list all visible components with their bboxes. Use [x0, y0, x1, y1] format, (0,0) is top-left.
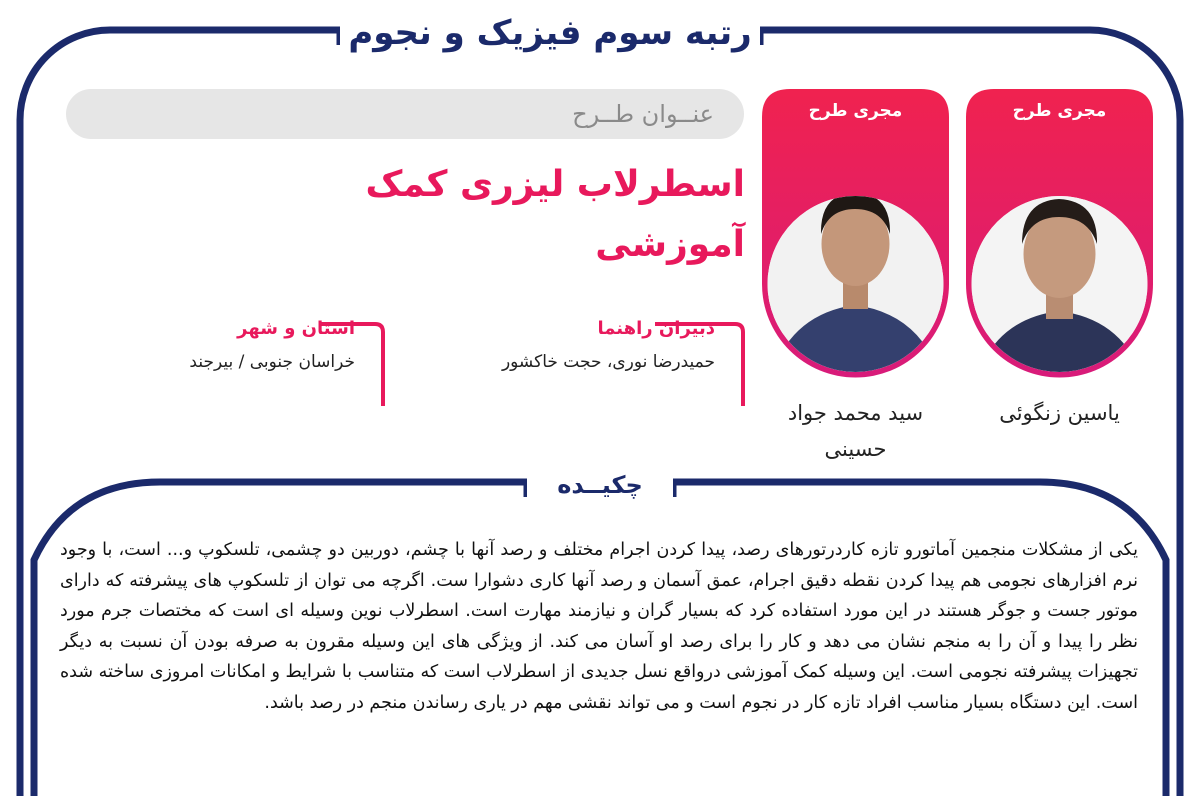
- student-name-2: [762, 395, 949, 467]
- project-title: اسطرلاب لیزری کمک آموزشی: [365, 164, 745, 265]
- location-block: [100, 315, 355, 377]
- student-role-2: مجری طرح: [808, 101, 903, 121]
- project-title-label-box: [66, 89, 744, 139]
- student-card-1: [966, 89, 1153, 389]
- student-photo-1: [966, 89, 1153, 389]
- advisors-value: حمیدرضا نوری، حجت خاکشور: [501, 352, 715, 372]
- student-name-2-line1: سید محمد جواد: [787, 401, 924, 425]
- student-card-2: [762, 89, 949, 389]
- student-role-1: مجری طرح: [1012, 101, 1107, 121]
- location-heading: استان و شهر: [237, 318, 355, 339]
- project-title-label: عنــوان طــرح: [572, 100, 714, 128]
- page-title: رتبه سوم فیزیک و نجوم: [340, 8, 760, 58]
- advisors-block: [430, 315, 715, 377]
- abstract-heading: چکیــده: [527, 462, 673, 508]
- student-name-1: یاسین زنگوئی: [999, 401, 1120, 425]
- student-photo-2: [762, 89, 949, 389]
- location-value: خراسان جنوبی / بیرجند: [189, 352, 355, 372]
- advisors-heading: دبیران راهنما: [597, 318, 715, 339]
- student-name-2-line2: حسینی: [824, 437, 887, 461]
- abstract-text: یکی از مشکلات منجمین آماتورو تازه کاردرتورهای رصد، پیدا کردن اجرام مختلف و رصد آنها با چشم، دوربین دو چشمی، تلسکوپ و... است، با وجود نرم افزارهای نجومی هم پیدا کردن نقطه دقیق اجرام، عمق آسمان و رصد آنها کاری دشوارا ست. اگرچه می توان از تلسکوپ های پیشرفته که دارای موتور جست و جوگر هستند در این مورد استفاده کرد که بسیار گران و نیازمند مهارت است. اسطرلاب نوین وسیله ای است که مختصات جرم مورد نظر را پیدا و آن را به منجم نشان می دهد و کار را برای رصد او آسان می کند. از ویژگی های این وسیله مقرون به صرفه بودن آن نسبت به دیگر تجهیزات پیشرفته نجومی است. این وسیله کمک آموزشی درواقع نسل جدیدی از اسطرلاب است که متناسب با شرایط و امکانات امروزی ساخته شده است. این دستگاه بسیار مناسب افراد تازه کار در نجوم است و می تواند نقشی مهم در یاری رساندن منجم در رصد باشد.: [60, 540, 1138, 713]
